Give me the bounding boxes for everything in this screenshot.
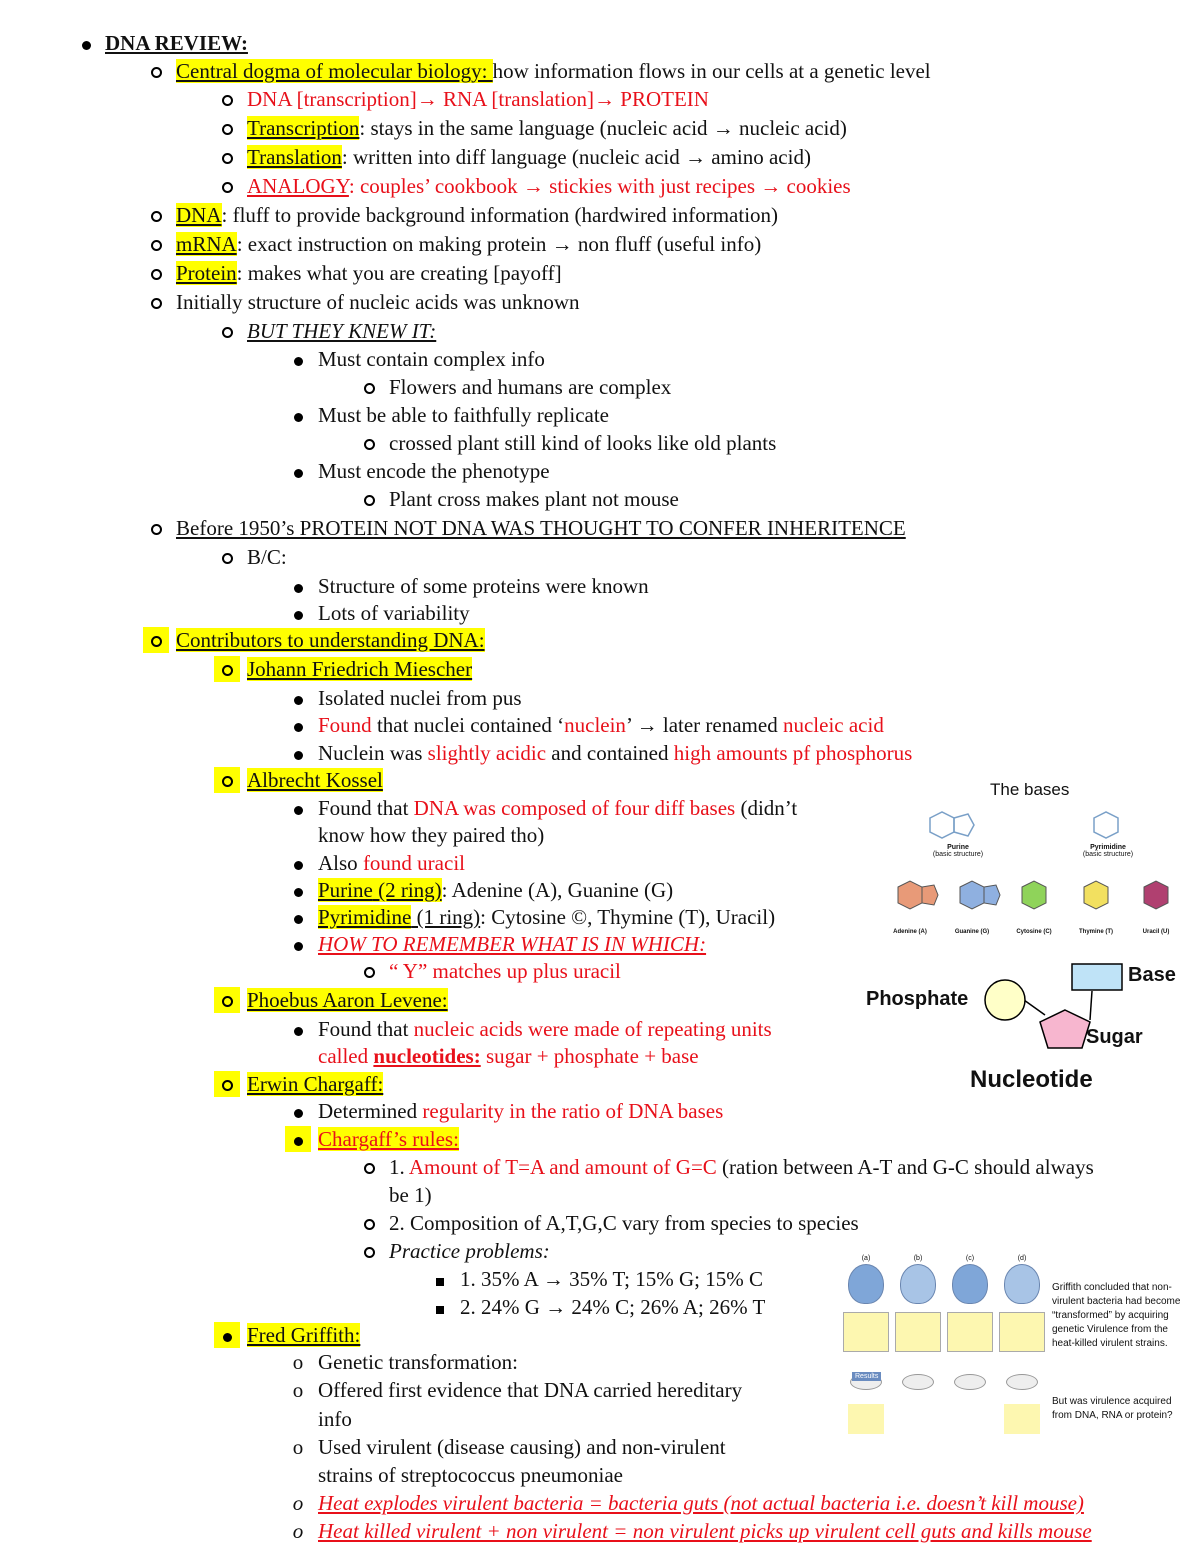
bullet-icon bbox=[214, 767, 240, 793]
text-line bbox=[318, 573, 649, 601]
griffith-figure bbox=[838, 1255, 1190, 1465]
text-line bbox=[389, 958, 621, 986]
text-span: Johann Friedrich Miescher bbox=[247, 657, 473, 681]
base-molecule bbox=[1004, 873, 1064, 943]
text-span: nuclein bbox=[564, 713, 626, 737]
text-line bbox=[389, 486, 679, 514]
base-label: Base bbox=[1128, 964, 1176, 986]
text-span: DNA REVIEW: bbox=[105, 31, 248, 55]
bullet-icon bbox=[214, 1071, 240, 1097]
text-span: : Adenine (A), Guanine (G) bbox=[441, 878, 674, 902]
text-line bbox=[247, 1071, 383, 1099]
text-line bbox=[176, 627, 485, 655]
text-line bbox=[292, 1490, 1084, 1518]
bases-figure-title: The bases bbox=[990, 780, 1070, 799]
flask-icon bbox=[900, 1264, 936, 1304]
text-span: Genetic transformation: bbox=[318, 1350, 519, 1374]
text-line bbox=[318, 346, 545, 374]
text-span: nucleic acid bbox=[782, 713, 884, 737]
pyrimidine-label-sub: (basic structure) bbox=[1082, 851, 1134, 858]
text-line bbox=[389, 374, 671, 402]
text-span: BUT THEY KNEW IT: bbox=[247, 319, 437, 343]
text-line bbox=[176, 231, 761, 259]
bullet-icon bbox=[214, 115, 240, 141]
text-line bbox=[176, 202, 778, 230]
bullet-icon: o bbox=[292, 1378, 304, 1402]
text-line bbox=[318, 904, 775, 932]
text-span: : exact instruction on making protein → non fluff (useful info) bbox=[236, 232, 762, 256]
text-span: be 1) bbox=[389, 1183, 432, 1207]
bullet-icon bbox=[214, 1322, 240, 1348]
text-line bbox=[247, 144, 811, 172]
text-line bbox=[247, 656, 472, 684]
text-span: Also bbox=[318, 851, 363, 875]
base-ring-icon bbox=[880, 873, 940, 923]
bullet-icon bbox=[356, 430, 382, 456]
text-span: regularity in the ratio of DNA bases bbox=[422, 1099, 724, 1123]
griffith-panel bbox=[894, 1255, 942, 1455]
text-span: : Cytosine ©, Thymine (T), Uracil) bbox=[480, 905, 776, 929]
text-span: Amount of T=A and amount of G=C bbox=[408, 1155, 717, 1179]
text-span: 2. Composition of A,T,G,C vary from species to species bbox=[389, 1211, 859, 1235]
text-span: Heat explodes virulent bacteria = bacteria guts (not actual bacteria i.e. doesn’t kill mouse) bbox=[318, 1491, 1084, 1515]
sugar-label: Sugar bbox=[1086, 1026, 1143, 1048]
text-line bbox=[318, 1406, 352, 1434]
bullet-icon bbox=[427, 1294, 453, 1320]
text-span: : fluff to provide background information (hardwired information) bbox=[221, 203, 779, 227]
text-span: HOW TO REMEMBER WHAT IS IN WHICH: bbox=[318, 932, 707, 956]
griffith-panel-label: (c) bbox=[965, 1255, 975, 1262]
bullet-icon bbox=[285, 1016, 311, 1042]
bullet-icon bbox=[214, 318, 240, 344]
text-span: B/C: bbox=[247, 545, 287, 569]
bullet-icon bbox=[356, 1210, 382, 1236]
bullet-icon bbox=[427, 1266, 453, 1292]
text-span: and contained bbox=[546, 741, 674, 765]
griffith-description-box bbox=[895, 1312, 941, 1352]
text-line bbox=[318, 877, 673, 905]
text-line bbox=[176, 515, 906, 543]
base-molecule bbox=[1126, 873, 1186, 943]
text-span: 2. 24% G → 24% C; 26% A; 26% T bbox=[460, 1295, 766, 1319]
text-span: Albrecht Kossel bbox=[247, 768, 383, 792]
griffith-panel-label: (a) bbox=[861, 1255, 871, 1262]
text-line bbox=[318, 402, 609, 430]
bullet-icon bbox=[285, 1098, 311, 1124]
bullet-icon bbox=[143, 627, 169, 653]
base-ring-icon bbox=[1004, 873, 1064, 923]
flask-icon bbox=[1004, 1264, 1040, 1304]
text-line bbox=[318, 795, 797, 823]
text-span: crossed plant still kind of looks like old plants bbox=[389, 431, 777, 455]
text-span: DNA was composed of four diff bases bbox=[413, 796, 736, 820]
text-line bbox=[176, 58, 931, 86]
base-rectangle bbox=[1072, 964, 1122, 990]
text-span: 1. bbox=[389, 1155, 409, 1179]
base-ring-icon bbox=[942, 873, 1002, 923]
phosphate-circle bbox=[985, 980, 1025, 1020]
text-span: (ration between A-T and G-C should always bbox=[716, 1155, 1094, 1179]
griffith-description-box bbox=[947, 1312, 993, 1352]
text-span: : written into diff language (nucleic acid → amino acid) bbox=[341, 145, 811, 169]
bullet-icon: o bbox=[292, 1519, 304, 1543]
text-span: Contributors to understanding DNA: bbox=[176, 628, 485, 652]
griffith-note-2: But was virulence acquired from DNA, RNA or protein? bbox=[1052, 1396, 1173, 1421]
text-line bbox=[318, 712, 884, 740]
text-line bbox=[247, 1322, 360, 1350]
text-line bbox=[389, 1154, 1094, 1182]
griffith-description-box bbox=[999, 1312, 1045, 1352]
text-span: Chargaff’s rules: bbox=[318, 1127, 459, 1151]
text-span: Offered first evidence that DNA carried hereditary bbox=[318, 1378, 743, 1402]
text-span: that nuclei contained ‘ bbox=[371, 713, 565, 737]
bullet-icon bbox=[285, 1126, 311, 1152]
base-name-label: Adenine (A) bbox=[893, 929, 927, 935]
bullet-icon bbox=[285, 712, 311, 738]
mouse-icon bbox=[954, 1374, 986, 1390]
text-line bbox=[176, 289, 580, 317]
bullet-icon bbox=[143, 515, 169, 541]
text-span: info bbox=[318, 1407, 352, 1431]
text-line bbox=[389, 1238, 550, 1266]
base-name-label: Cytosine (C) bbox=[1016, 929, 1052, 935]
text-span: ANALOGY bbox=[247, 174, 349, 198]
text-span: found uracil bbox=[362, 851, 465, 875]
text-line bbox=[292, 1349, 519, 1377]
text-line bbox=[389, 430, 776, 458]
bullet-icon bbox=[285, 402, 311, 428]
sugar-pentagon bbox=[1040, 1010, 1090, 1048]
text-span: Protein bbox=[176, 261, 237, 285]
text-span: Purine bbox=[318, 878, 373, 902]
purine-label-name: Purine bbox=[947, 844, 969, 851]
text-span: : couples’ cookbook → stickies with just recipes → cookies bbox=[348, 174, 851, 198]
bullet-icon bbox=[285, 795, 311, 821]
bullet-icon bbox=[214, 987, 240, 1013]
text-line bbox=[318, 600, 470, 628]
text-line bbox=[318, 1016, 772, 1044]
text-line bbox=[318, 931, 706, 959]
text-span: (1 ring) bbox=[411, 905, 481, 929]
text-span: Translation bbox=[247, 145, 342, 169]
text-span: “ Y” matches up plus uracil bbox=[389, 959, 621, 983]
bases-figure bbox=[878, 778, 1188, 953]
flask-icon bbox=[952, 1264, 988, 1304]
text-span: : makes what you are creating [payoff] bbox=[236, 261, 562, 285]
purine-label-sub: (basic structure) bbox=[932, 851, 984, 858]
bullet-icon bbox=[214, 544, 240, 570]
text-span: mRNA bbox=[176, 232, 237, 256]
text-line bbox=[460, 1294, 765, 1322]
base-name-label: Thymine (T) bbox=[1079, 929, 1113, 935]
griffith-panel bbox=[842, 1255, 890, 1455]
bullet-icon bbox=[285, 904, 311, 930]
base-ring-icon bbox=[1066, 873, 1126, 923]
text-line bbox=[247, 544, 287, 572]
text-span: Central dogma of molecular biology: bbox=[176, 59, 493, 83]
griffith-panel bbox=[946, 1255, 994, 1455]
text-span: DNA bbox=[176, 203, 222, 227]
bullet-icon bbox=[356, 958, 382, 984]
text-line bbox=[247, 767, 383, 795]
bullet-icon bbox=[285, 850, 311, 876]
text-span: ’ → later renamed bbox=[625, 713, 783, 737]
text-line bbox=[460, 1266, 763, 1294]
text-span: : stays in the same language (nucleic acid → nucleic acid) bbox=[359, 116, 847, 140]
griffith-panel bbox=[998, 1255, 1046, 1455]
text-span: Fred Griffith: bbox=[247, 1323, 361, 1347]
nucleotide-figure bbox=[860, 960, 1190, 1100]
text-line bbox=[318, 1043, 699, 1071]
text-span: Phoebus Aaron Levene: bbox=[247, 988, 448, 1012]
text-span: Found that bbox=[318, 1017, 414, 1041]
text-line bbox=[247, 86, 709, 114]
text-line bbox=[292, 1434, 726, 1462]
text-line bbox=[318, 1126, 459, 1154]
mouse-icon bbox=[902, 1374, 934, 1390]
bullet-icon: o bbox=[292, 1491, 304, 1515]
text-line bbox=[105, 30, 248, 58]
text-span: Determined bbox=[318, 1099, 423, 1123]
bullet-icon bbox=[285, 458, 311, 484]
text-line bbox=[292, 1518, 1092, 1546]
text-line bbox=[318, 740, 912, 768]
griffith-panel-label: (b) bbox=[913, 1255, 923, 1262]
griffith-panel-label: (d) bbox=[1017, 1255, 1027, 1262]
text-span: Initially structure of nucleic acids was unknown bbox=[176, 290, 580, 314]
bullet-icon bbox=[285, 573, 311, 599]
bullet-icon bbox=[356, 1154, 382, 1180]
bullet-icon bbox=[285, 685, 311, 711]
text-span: nucleic acids were made of repeating units bbox=[413, 1017, 772, 1041]
griffith-result-box bbox=[952, 1404, 988, 1434]
text-line bbox=[318, 850, 465, 878]
base-name-label: Guanine (G) bbox=[954, 929, 990, 935]
bullet-icon: o bbox=[292, 1350, 304, 1374]
text-span: Must contain complex info bbox=[318, 347, 545, 371]
bullet-icon bbox=[285, 740, 311, 766]
text-line bbox=[389, 1210, 859, 1238]
text-span: know how they paired tho) bbox=[318, 823, 545, 847]
phosphate-label: Phosphate bbox=[866, 988, 969, 1010]
text-line bbox=[247, 987, 448, 1015]
bullet-icon bbox=[285, 877, 311, 903]
bullet-icon bbox=[356, 1238, 382, 1264]
text-line bbox=[247, 173, 851, 201]
text-span: Flowers and humans are complex bbox=[389, 375, 672, 399]
purine-label bbox=[928, 844, 988, 858]
bullet-icon bbox=[285, 600, 311, 626]
text-line bbox=[318, 458, 550, 486]
griffith-results-label: Results bbox=[852, 1372, 881, 1381]
bullet-icon bbox=[143, 231, 169, 257]
base-molecule bbox=[942, 873, 1002, 943]
text-span: Found that bbox=[318, 796, 414, 820]
bullet-icon bbox=[143, 289, 169, 315]
text-line bbox=[292, 1377, 743, 1405]
bullet-icon bbox=[356, 486, 382, 512]
bullet-icon bbox=[285, 346, 311, 372]
bullet-icon: o bbox=[292, 1435, 304, 1459]
text-span: Heat killed virulent + non virulent = non virulent picks up virulent cell guts and kills mouse bbox=[318, 1519, 1092, 1543]
bullet-icon bbox=[285, 931, 311, 957]
base-molecule bbox=[880, 873, 940, 943]
griffith-result-box bbox=[900, 1404, 936, 1434]
text-span: high amounts pf phosphorus bbox=[673, 741, 913, 765]
griffith-note-1: Griffith concluded that non-virulent bacteria had become “transformed” by acquiring genetic Virulence from the heat-killed virulent strains. bbox=[1052, 1282, 1181, 1349]
pyrimidine-structure bbox=[1094, 812, 1118, 838]
text-line bbox=[247, 115, 847, 143]
text-line bbox=[176, 260, 562, 288]
text-span: Found bbox=[318, 713, 372, 737]
base-molecule bbox=[1066, 873, 1126, 943]
text-span: Structure of some proteins were known bbox=[318, 574, 649, 598]
text-line bbox=[318, 1098, 723, 1126]
text-span: sugar + phosphate + base bbox=[480, 1044, 699, 1068]
text-line bbox=[389, 1182, 432, 1210]
bullet-icon bbox=[143, 260, 169, 286]
text-span: Nuclein was bbox=[318, 741, 428, 765]
pyrimidine-label bbox=[1078, 844, 1138, 858]
text-span: Must encode the phenotype bbox=[318, 459, 550, 483]
bullet-icon bbox=[214, 144, 240, 170]
text-span: Isolated nuclei from pus bbox=[318, 686, 522, 710]
base-ring-icon bbox=[1126, 873, 1186, 923]
text-span: Pyrimidine bbox=[318, 905, 412, 929]
griffith-result-box bbox=[848, 1404, 884, 1434]
text-span: Lots of variability bbox=[318, 601, 470, 625]
flask-icon bbox=[848, 1264, 884, 1304]
text-span: strains of streptococcus pneumoniae bbox=[318, 1463, 623, 1487]
pyrimidine-label-name: Pyrimidine bbox=[1090, 844, 1126, 851]
text-span: Practice problems: bbox=[389, 1239, 550, 1263]
text-span: 1. 35% A → 35% T; 15% G; 15% C bbox=[460, 1267, 763, 1291]
bullet-icon bbox=[214, 86, 240, 112]
mouse-icon bbox=[1006, 1374, 1038, 1390]
nucleotide-title: Nucleotide bbox=[970, 1066, 1093, 1093]
bullet-icon bbox=[143, 202, 169, 228]
text-span: (didn’t bbox=[735, 796, 798, 820]
bullet-icon bbox=[356, 374, 382, 400]
purine-structure bbox=[930, 812, 974, 838]
text-line bbox=[247, 318, 436, 346]
text-span: DNA [transcription]→ RNA [translation]→ PROTEIN bbox=[247, 87, 709, 111]
text-span: (2 ring) bbox=[372, 878, 442, 902]
text-span: called bbox=[318, 1044, 374, 1068]
text-span: Before 1950’s PROTEIN NOT DNA WAS THOUGHT TO CONFER INHERITENCE bbox=[176, 516, 906, 540]
text-line bbox=[318, 1462, 623, 1490]
bullet-icon bbox=[214, 656, 240, 682]
text-span: Must be able to faithfully replicate bbox=[318, 403, 609, 427]
text-span: Plant cross makes plant not mouse bbox=[389, 487, 679, 511]
text-span: Used virulent (disease causing) and non-virulent bbox=[318, 1435, 726, 1459]
text-span: Transcription bbox=[247, 116, 360, 140]
text-span: slightly acidic bbox=[427, 741, 547, 765]
base-name-label: Uracil (U) bbox=[1142, 929, 1170, 935]
text-span: how information flows in our cells at a genetic level bbox=[492, 59, 931, 83]
bullet-icon bbox=[214, 173, 240, 199]
bullet-icon bbox=[73, 30, 99, 56]
griffith-description-box bbox=[843, 1312, 889, 1352]
text-line bbox=[318, 822, 544, 850]
text-span: Erwin Chargaff: bbox=[247, 1072, 384, 1096]
bullet-icon bbox=[143, 58, 169, 84]
text-line bbox=[318, 685, 522, 713]
griffith-result-box bbox=[1004, 1404, 1040, 1434]
text-span: nucleotides: bbox=[373, 1044, 481, 1068]
